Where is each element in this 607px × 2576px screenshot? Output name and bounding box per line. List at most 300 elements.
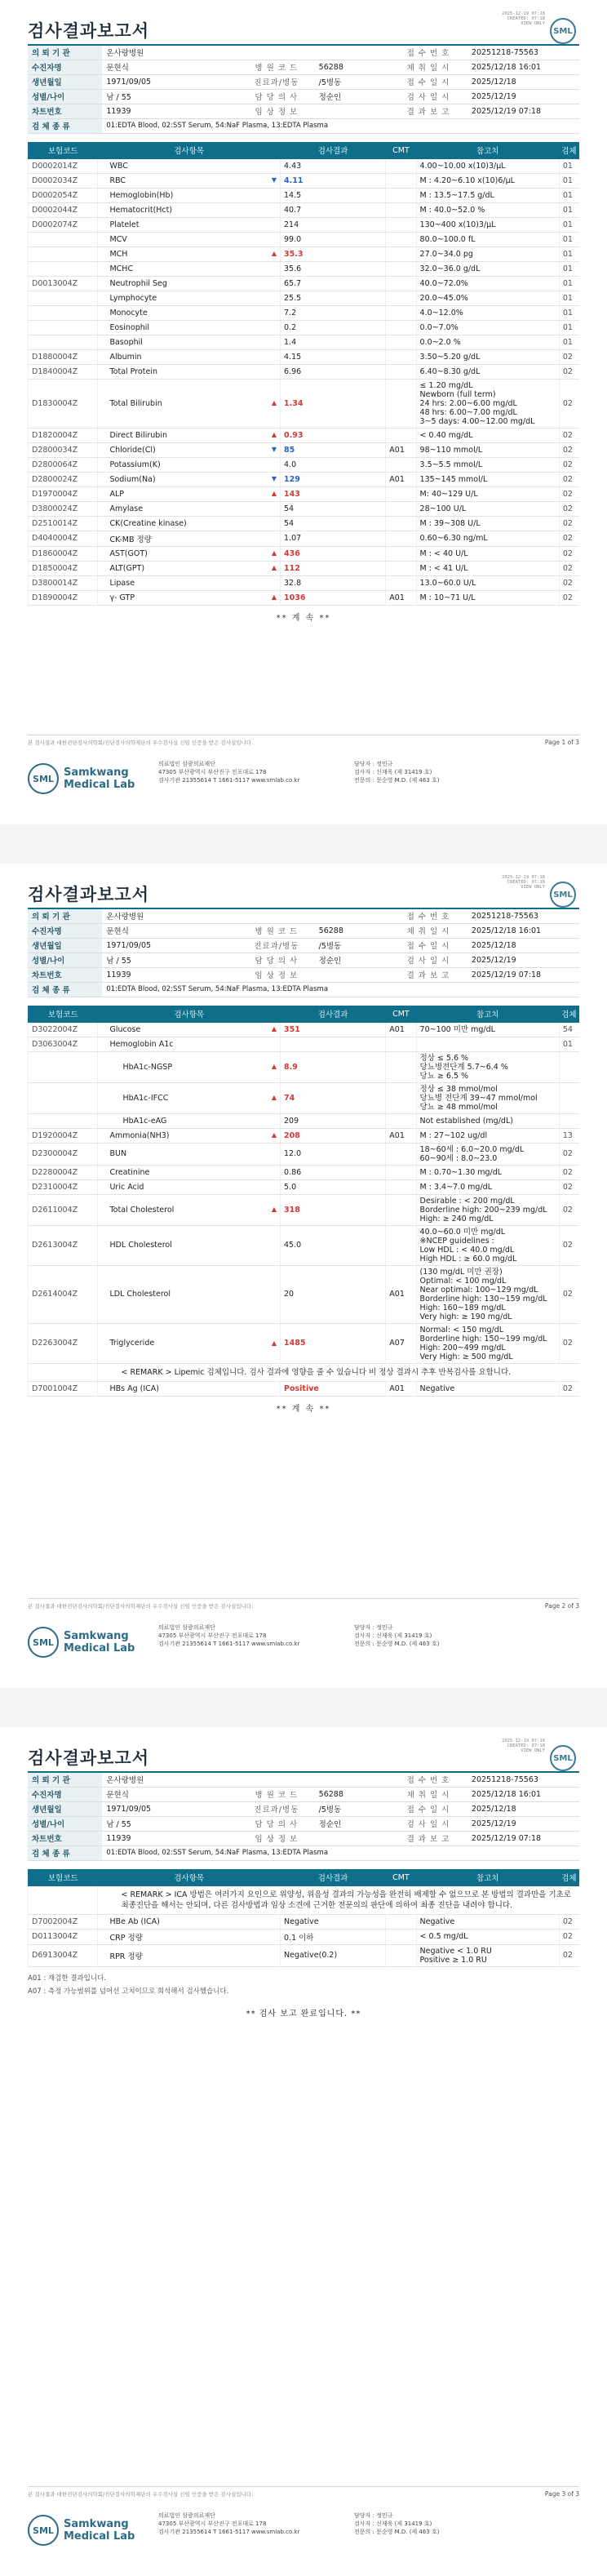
table-row [29,1179,579,1194]
cell-specimen: 02 [559,1165,578,1179]
cell-specimen: 02 [559,457,578,472]
value-chart: 11939 [102,104,238,118]
cell-code: D0013004Z [29,276,98,291]
table-row [29,1381,579,1396]
signatures [354,760,440,784]
cell-specimen: 02 [559,1225,578,1265]
value-sex: 남 / 55 [102,1816,238,1831]
label-chart: 차트번호 [28,104,102,118]
lab-logo [28,2515,135,2546]
cell-item: Creatinine [98,1165,281,1179]
value-kind: 01:EDTA Blood, 02:SST Serum, 54:NaF Plasma, 13:EDTA Plasma [102,1845,579,1860]
cell-code: D2263004Z [29,1323,98,1363]
table-row [29,501,579,516]
table-row [29,1037,579,1051]
addr-line-1: 의료법인 삼광의료재단 [158,761,215,767]
table-row [29,305,579,320]
cell-ref: Not established (mg/dL) [416,1113,559,1128]
cell-cmt [386,1179,416,1194]
value-name: 문현식 [102,923,238,938]
cell-specimen: 02 [559,1914,578,1929]
col-cmt-header: CMT [386,1869,416,1885]
cell-result: 5.0 [281,1179,386,1194]
cell-cmt [386,428,416,442]
table-row [29,379,579,428]
label-received: 접 수 일 시 [389,1801,467,1816]
cell-result: 14.5 [281,188,386,202]
sml-logo-icon: SML [550,1745,576,1771]
cell-specimen: 02 [559,364,578,379]
table-row [29,428,579,442]
table-row [29,320,579,335]
cell-result: Negative [281,1914,386,1929]
print-stamp: 2025-12-19 07:18 CREATED: 07:18 VIEW ONLY [502,11,545,26]
table-row [29,531,579,546]
cell-cmt [386,261,416,276]
value-clinic [315,104,389,118]
cell-ref: 0.0~7.0% [416,320,559,335]
cell-specimen: 02 [559,428,578,442]
cell-specimen: 01 [559,291,578,305]
lab-address [158,760,299,784]
cell-specimen: 01 [559,173,578,188]
high-arrow-icon: ▲ [271,564,277,571]
table-row [29,1944,579,1966]
cell-result: 6.96 [281,364,386,379]
cell-code [29,261,98,276]
cell-ref: 40.0~72.0% [416,276,559,291]
remark-row [29,1885,579,1914]
col-item-header: 검사항목 [98,1006,281,1022]
cell-item: ALP ▲ [98,486,281,501]
cell-cmt [386,1082,416,1113]
cell-ref: 13.0~60.0 U/L [416,575,559,590]
cell-result: 4.15 [281,349,386,364]
lab-name-2: Medical Lab [64,2530,135,2543]
cell-specimen: 02 [559,1929,578,1944]
addr-line-2: 47305 부산광역시 부산진구 전포대로 178 [158,1632,267,1639]
label-doctor: 담 당 의 사 [238,89,315,104]
high-arrow-icon: ▲ [271,1131,277,1139]
value-dob: 1971/09/05 [102,938,238,953]
cell-ref: 정상 ≤ 5.6 % 당뇨병전단계 5.7~6.4 % 당뇨 ≥ 6.5 % [416,1051,559,1082]
cell-specimen: 01 [559,202,578,217]
high-arrow-icon: ▲ [271,1094,277,1101]
value-collected: 2025/12/18 16:01 [467,923,579,938]
cell-item: MCV [98,232,281,246]
table-row [29,486,579,501]
cell-cmt [386,1914,416,1929]
cell-code: D2611004Z [29,1194,98,1225]
cell-result: 0.93 [281,428,386,442]
cell-ref: Desirable : < 200 mg/dL Borderline high: 200~239 mg/dL High: ≥ 240 mg/dL [416,1194,559,1225]
cell-cmt: A01 [386,1128,416,1143]
cell-ref: 0.60~6.30 ng/mL [416,531,559,546]
cell-specimen: 02 [559,1143,578,1165]
cell-result: 35.3 [281,246,386,261]
col-code-header: 보험코드 [29,1869,98,1885]
lab-name-2: Medical Lab [64,1642,135,1654]
label-doctor: 담 당 의 사 [238,1816,315,1831]
label-collected: 채 취 일 시 [389,923,467,938]
cell-ref: M : 3.4~7.0 mg/dL [416,1179,559,1194]
results-table-2 [28,1006,579,1397]
value-hosp-code: 56288 [315,923,389,938]
table-row [29,442,579,457]
footer-note: 본 검사결과 대한진단검사의학회/진단검사의학재단의 우수검사실 신임 인증을 받은 검사실입니다. [28,2491,254,2498]
cell-specimen: 02 [559,501,578,516]
cell-specimen: 02 [559,1381,578,1396]
cell-item: HbA1c-eAG [98,1113,281,1128]
cell-result: 143 [281,486,386,501]
cell-specimen: 02 [559,575,578,590]
addr-line-1: 의료법인 삼광의료재단 [158,1624,215,1631]
label-name: 수진자명 [28,923,102,938]
cell-specimen: 02 [559,1944,578,1966]
cell-code: D1850004Z [29,561,98,575]
cell-cmt [386,232,416,246]
report-header [28,0,579,44]
lab-name-1: Samkwang [64,2518,129,2530]
cell-item: Basophil [98,335,281,349]
cell-specimen: 01 [559,320,578,335]
cell-item: CK-MB 정량 [98,531,281,546]
label-dept: 진료과/병동 [238,938,315,953]
value-doctor: 정순인 [315,1816,389,1831]
lab-name-2: Medical Lab [64,779,135,791]
cell-specimen: 01 [559,188,578,202]
cell-result: 436 [281,546,386,561]
cell-result: 1485 [281,1323,386,1363]
cell-ref: M : 39~308 U/L [416,516,559,531]
cell-item: BUN [98,1143,281,1165]
cell-item: HBs Ag (ICA) [98,1381,281,1396]
cell-code: D7002004Z [29,1914,98,1929]
label-reported: 결 과 보 고 [389,1831,467,1845]
cell-ref: 정상 ≤ 38 mmol/mol 당뇨병 전단계 39~47 mmol/mol 당뇨 ≥ 48 mmol/mol [416,1082,559,1113]
results-table-3 [28,1869,579,1967]
label-recv-no: 접 수 번 호 [389,45,467,60]
cell-cmt [386,217,416,232]
cell-code: D1820004Z [29,428,98,442]
cell-ref: < 0.40 mg/dL [416,428,559,442]
label-org: 의 뢰 기 관 [28,45,102,60]
col-cmt-header: CMT [386,142,416,158]
cell-code [29,246,98,261]
table-row [29,472,579,486]
cell-result: 209 [281,1113,386,1128]
cell-cmt [386,516,416,531]
table-row [29,1265,579,1323]
continue-text: ** 계 속 ** [276,613,331,623]
cell-item: Direct Bilirubin ▲ [98,428,281,442]
cell-specimen: 02 [559,546,578,561]
report-page-1 [0,0,607,824]
cell-cmt [386,531,416,546]
cell-ref: 6.40~8.30 g/dL [416,364,559,379]
cell-result: 35.6 [281,261,386,276]
cell-item: γ- GTP ▲ [98,590,281,605]
results-body-3 [29,1885,579,1966]
cell-cmt [386,246,416,261]
col-ref-header: 참고치 [416,1006,559,1022]
value-received: 2025/12/18 [467,1801,579,1816]
cell-code: D1860004Z [29,546,98,561]
col-cmt-header: CMT [386,1006,416,1022]
value-kind: 01:EDTA Blood, 02:SST Serum, 54:NaF Plasma, 13:EDTA Plasma [102,118,579,133]
label-dept: 진료과/병동 [238,1801,315,1816]
cell-ref [416,1037,559,1051]
table-row [29,202,579,217]
high-arrow-icon: ▲ [271,399,277,406]
cell-item: HBe Ab (ICA) [98,1914,281,1929]
cell-cmt [386,546,416,561]
value-dept: /5병동 [315,1801,389,1816]
cell-cmt [386,575,416,590]
results-header [29,1006,579,1022]
cell-code [29,291,98,305]
col-result-header: 검사결과 [281,1869,386,1885]
label-tested: 검 사 일 시 [389,953,467,967]
label-sex: 성별/나이 [28,953,102,967]
cell-code: D1970004Z [29,486,98,501]
cell-cmt: A01 [386,472,416,486]
cell-code: D0002014Z [29,158,98,173]
col-item-header: 검사항목 [98,1869,281,1885]
addr-line-3: 검사기관 21355614 T 1661-5117 www.smlab.co.kr [158,2529,300,2535]
table-row [29,516,579,531]
table-row [29,335,579,349]
table-row [29,457,579,472]
cell-cmt [386,158,416,173]
cell-specimen: 01 [559,158,578,173]
cell-item: Ammonia(NH3) ▲ [98,1128,281,1143]
cell-item: Glucose ▲ [98,1022,281,1037]
cell-result: 1.4 [281,335,386,349]
high-arrow-icon: ▲ [271,490,277,497]
cell-specimen [559,1113,578,1128]
label-collected: 채 취 일 시 [389,1787,467,1801]
high-arrow-icon: ▲ [271,1206,277,1213]
cell-code: D1840004Z [29,364,98,379]
high-arrow-icon: ▲ [271,549,277,557]
results-header [29,142,579,158]
label-org: 의 뢰 기 관 [28,908,102,923]
cell-code [29,1082,98,1113]
table-row [29,276,579,291]
label-reported: 결 과 보 고 [389,967,467,982]
cell-cmt [386,1037,416,1051]
report-page-2 [0,864,607,1688]
cell-result: 40.7 [281,202,386,217]
table-row [29,1225,579,1265]
table-row [29,246,579,261]
cell-code: D2800064Z [29,457,98,472]
cell-specimen: 02 [559,590,578,605]
cell-ref: Negative < 1.0 RU Positive ≥ 1.0 RU [416,1944,559,1966]
cell-item: Uric Acid [98,1179,281,1194]
value-collected: 2025/12/18 16:01 [467,1787,579,1801]
addr-line-3: 검사기관 21355614 T 1661-5117 www.smlab.co.kr [158,1641,300,1647]
cell-result: 1.07 [281,531,386,546]
cell-result: 129 [281,472,386,486]
cell-item: Albumin [98,349,281,364]
cell-item: CRP 정량 [98,1929,281,1944]
label-chart: 차트번호 [28,967,102,982]
label-recv-no: 접 수 번 호 [389,1772,467,1787]
cell-item: Lymphocyte [98,291,281,305]
cell-item: Hemoglobin(Hb) [98,188,281,202]
cell-code [29,305,98,320]
cell-item: LDL Cholesterol [98,1265,281,1323]
cell-cmt [386,1051,416,1082]
table-row [29,1128,579,1143]
cell-specimen: 02 [559,1194,578,1225]
cell-cmt [386,486,416,501]
value-dept: /5병동 [315,938,389,953]
value-chart: 11939 [102,1831,238,1845]
cell-item: Triglyceride ▲ [98,1323,281,1363]
cell-code: D2510014Z [29,516,98,531]
table-row [29,1051,579,1082]
cell-cmt: A01 [386,1022,416,1037]
cell-cmt [386,335,416,349]
table-row [29,232,579,246]
cell-ref: 130~400 x(10)3/μL [416,217,559,232]
cell-item: ALT(GPT) ▲ [98,561,281,575]
cell-ref: M : 13.5~17.5 g/dL [416,188,559,202]
high-arrow-icon: ▲ [271,1063,277,1070]
cell-result: 54 [281,501,386,516]
sign-line-2: 검사자 : 신재욱 (제 31419 호) [354,1632,432,1639]
value-clinic [315,967,389,982]
cell-item: CK(Creatine kinase) [98,516,281,531]
label-received: 접 수 일 시 [389,74,467,89]
cell-specimen: 02 [559,561,578,575]
cell-code: D0002044Z [29,202,98,217]
value-collected: 2025/12/18 16:01 [467,60,579,74]
cell-item: HbA1c-NGSP ▲ [98,1051,281,1082]
value-recv-no: 20251218-75563 [467,45,579,60]
cell-item: Chloride(Cl) ▼ [98,442,281,457]
value-name: 문현식 [102,60,238,74]
cell-code: D1880004Z [29,349,98,364]
value-chart: 11939 [102,967,238,982]
cell-item: Lipase [98,575,281,590]
comment-legend [28,1972,579,1998]
cell-specimen: 02 [559,442,578,457]
high-arrow-icon: ▲ [271,593,277,601]
col-code-header: 보험코드 [29,142,98,158]
cell-item: MCH ▲ [98,246,281,261]
cell-code: D2800024Z [29,472,98,486]
label-dept: 진료과/병동 [238,74,315,89]
value-hosp-code: 56288 [315,60,389,74]
cell-code: D3800024Z [29,501,98,516]
table-row [29,561,579,575]
report-title: 검사결과보고서 [28,1748,150,1768]
cell-cmt: A01 [386,442,416,457]
cell-result: 351 [281,1022,386,1037]
cell-ref: 40.0~60.0 미만 mg/dL ※NCEP guidelines : Low HDL : < 40.0 mg/dL High HDL : ≥ 60.0 mg/dL [416,1225,559,1265]
lab-logo [28,763,135,794]
sign-line-3: 전문의 : 문순영 M.D. (제 463 호) [354,1641,440,1647]
label-sex: 성별/나이 [28,1816,102,1831]
cell-code: D2614004Z [29,1265,98,1323]
cell-item: HDL Cholesterol [98,1225,281,1265]
cell-item: Total Cholesterol ▲ [98,1194,281,1225]
cell-cmt [386,276,416,291]
cell-result: 318 [281,1194,386,1225]
cell-code: D0002034Z [29,173,98,188]
cell-result: 1.34 [281,379,386,428]
cell-result: 20 [281,1265,386,1323]
value-doctor: 정순인 [315,89,389,104]
print-stamp: 2025-12-19 07:18 CREATED: 07:18 VIEW ONLY [502,875,545,890]
cell-item: Hemoglobin A1c [98,1037,281,1051]
table-row [29,575,579,590]
low-arrow-icon: ▼ [271,475,277,482]
low-arrow-icon: ▼ [271,446,277,453]
label-dob: 생년월일 [28,938,102,953]
cell-item: Monocyte [98,305,281,320]
cell-cmt [386,1194,416,1225]
cell-code: D2310004Z [29,1179,98,1194]
page-number: Page 3 of 3 [544,2490,579,2498]
cell-result: 0.2 [281,320,386,335]
cell-cmt [386,561,416,575]
cell-ref: < 0.5 mg/dL [416,1929,559,1944]
value-reported: 2025/12/19 07:18 [467,1831,579,1845]
footer-note: 본 검사결과 대한진단검사의학회/진단검사의학재단의 우수검사실 신임 인증을 받은 검사실입니다. [28,1603,254,1610]
label-hosp-code: 병 원 코 드 [238,1787,315,1801]
value-clinic [315,1831,389,1845]
cell-ref: 20.0~45.0% [416,291,559,305]
label-kind: 검 체 종 류 [28,982,102,997]
page-number: Page 1 of 3 [544,739,579,746]
label-tested: 검 사 일 시 [389,1816,467,1831]
cell-specimen: 01 [559,246,578,261]
sml-logo-icon: SML [28,763,59,794]
high-arrow-icon: ▲ [271,250,277,257]
cell-item: Potassium(K) [98,457,281,472]
cell-cmt [386,501,416,516]
cell-result: 112 [281,561,386,575]
page-number: Page 2 of 3 [544,1602,579,1610]
cell-code [29,320,98,335]
cell-result: 7.2 [281,305,386,320]
report-title: 검사결과보고서 [28,21,150,41]
sign-line-1: 담당자 : 정민규 [354,761,393,767]
value-tested: 2025/12/19 [467,953,579,967]
cell-ref: 4.00~10.00 x(10)3/μL [416,158,559,173]
legend-a01: A01 : 재검한 결과입니다. [28,1974,106,1983]
table-row [29,349,579,364]
sign-line-3: 전문의 : 문순영 M.D. (제 463 호) [354,777,440,784]
cell-specimen: 02 [559,531,578,546]
report-title: 검사결과보고서 [28,885,150,904]
cell-result: 32.8 [281,575,386,590]
cell-result [281,1037,386,1051]
table-row [29,1929,579,1944]
label-dob: 생년월일 [28,1801,102,1816]
cell-result: Negative(0.2) [281,1944,386,1966]
label-kind: 검 체 종 류 [28,118,102,133]
cell-item: RBC ▼ [98,173,281,188]
results-body-1 [29,158,579,605]
label-kind: 검 체 종 류 [28,1845,102,1860]
sign-line-2: 검사자 : 신재욱 (제 31419 호) [354,2520,432,2527]
